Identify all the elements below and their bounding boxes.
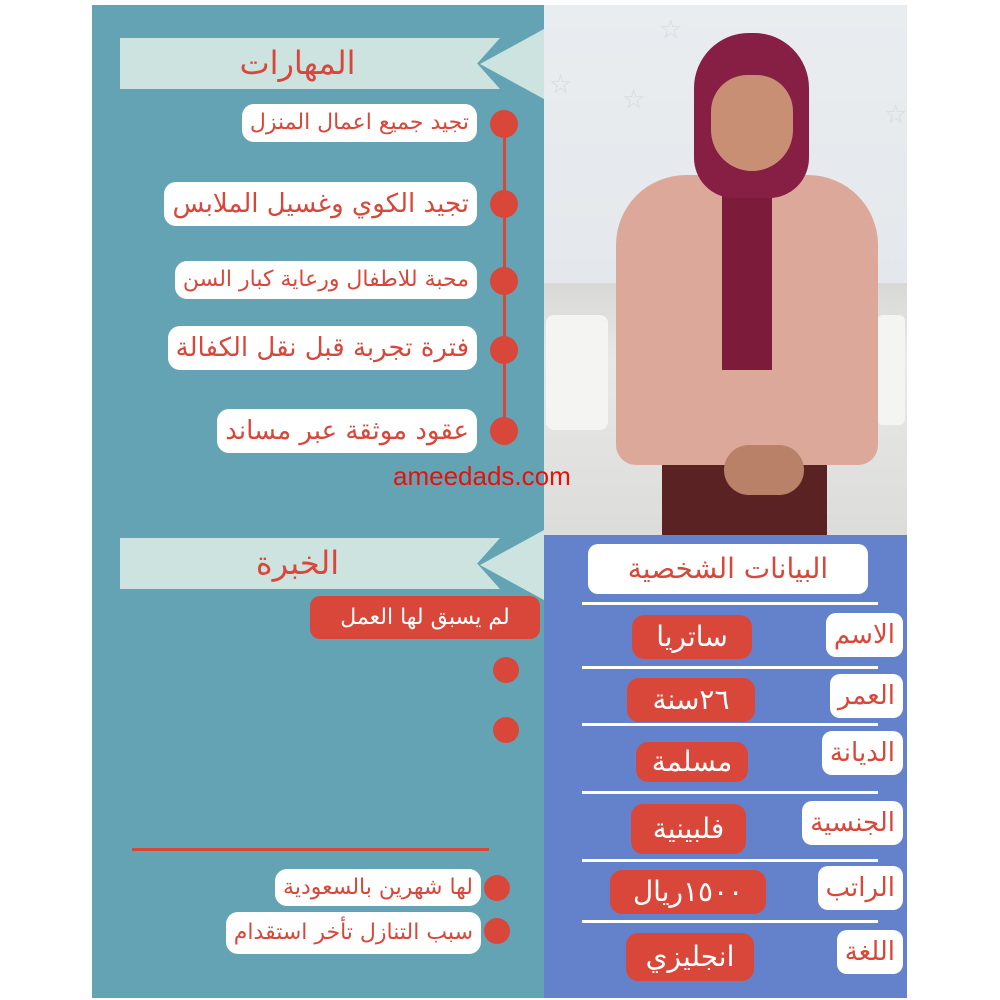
divider xyxy=(132,848,489,851)
label-religion: الديانة xyxy=(822,731,903,775)
label-age: العمر xyxy=(830,674,903,718)
label-name: الاسم xyxy=(826,613,903,657)
bullet-dot-icon xyxy=(490,417,518,445)
personal-info-title: البيانات الشخصية xyxy=(588,544,868,594)
watermark: ameedads.com xyxy=(393,461,571,491)
experience-summary: لم يسبق لها العمل xyxy=(310,596,540,639)
value-name: ساتريا xyxy=(632,615,752,659)
bullet-dot-icon xyxy=(490,190,518,218)
bullet-dot-icon xyxy=(493,717,519,743)
bullet-dot-icon xyxy=(484,918,510,944)
personal-info-panel xyxy=(544,535,907,998)
label-language: اللغة xyxy=(837,930,903,974)
pillow xyxy=(546,315,608,430)
shirt xyxy=(722,180,772,370)
worker-photo xyxy=(544,5,907,535)
skill-item: تجيد جميع اعمال المنزل xyxy=(242,104,477,142)
skill-item: تجيد الكوي وغسيل الملابس xyxy=(164,182,477,226)
experience-title: الخبرة xyxy=(255,544,340,582)
skill-item: محبة للاطفال ورعاية كبار السن xyxy=(175,261,477,299)
star-decoration-icon: ☆ xyxy=(659,15,683,45)
skill-item: فترة تجربة قبل نقل الكفالة xyxy=(168,326,477,370)
star-decoration-icon: ☆ xyxy=(622,85,646,115)
bullet-dot-icon xyxy=(490,336,518,364)
bullet-dot-icon xyxy=(490,267,518,295)
divider xyxy=(582,666,878,669)
experience-note: لها شهرين بالسعودية xyxy=(275,869,481,906)
label-nationality: الجنسية xyxy=(802,801,903,845)
bullet-dot-icon xyxy=(490,110,518,138)
value-age: ٢٦سنة xyxy=(627,678,755,722)
experience-note: سبب التنازل تأخر استقدام xyxy=(226,912,481,954)
divider xyxy=(582,723,878,726)
hands xyxy=(724,445,804,495)
pillow xyxy=(877,315,905,425)
bullet-dot-icon xyxy=(484,875,510,901)
star-decoration-icon: ☆ xyxy=(884,100,907,130)
skills-title: المهارات xyxy=(239,44,356,82)
divider xyxy=(582,791,878,794)
divider xyxy=(582,602,878,605)
divider xyxy=(582,920,878,923)
value-salary: ١٥٠٠ريال xyxy=(610,870,766,914)
value-language: انجليزي xyxy=(626,933,754,981)
label-salary: الراتب xyxy=(818,866,903,910)
value-religion: مسلمة xyxy=(636,742,748,782)
skill-item: عقود موثقة عبر مساند xyxy=(217,409,477,453)
bullet-dot-icon xyxy=(493,657,519,683)
divider xyxy=(582,859,878,862)
face xyxy=(711,75,793,171)
cv-poster xyxy=(92,5,907,998)
value-nationality: فلبينية xyxy=(631,804,746,854)
star-decoration-icon: ☆ xyxy=(549,70,573,100)
